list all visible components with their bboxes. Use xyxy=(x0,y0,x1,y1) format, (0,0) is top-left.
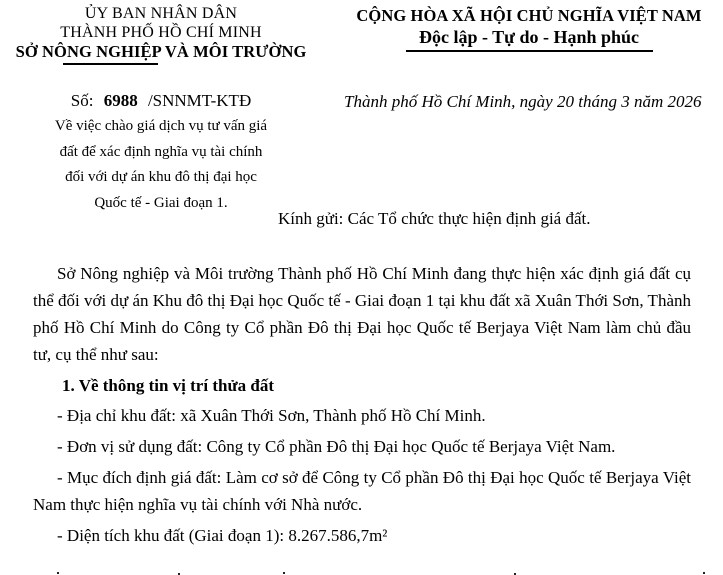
subject-line-2: đất để xác định nghĩa vụ tài chính xyxy=(59,143,263,160)
issuer-underline xyxy=(63,63,158,65)
section-1-item-land-area: - Diện tích khu đất (Giai đoạn 1): 8.267.586,7m² xyxy=(57,526,388,545)
document-number-label: Số: xyxy=(70,91,94,110)
issuer-line-2: THÀNH PHỐ HỒ CHÍ MINH xyxy=(60,23,262,41)
national-header xyxy=(335,5,723,52)
salutation: Kính gửi: Các Tổ chức thực hiện định giá đất. xyxy=(278,209,591,228)
opening-paragraph: Sở Nông nghiệp và Môi trường Thành phố Hồ Chí Minh đang thực hiện xác định giá đất cụ thể đối với dự án Khu đô thị Đại học Quốc tế - Giai đoạn 1 tại khu đất xã Xuân Thới Sơn, Thành phố Hồ Chí Minh do Công ty Cổ phần Đô thị Đại học Quốc tế Berjaya Việt Nam làm chủ đầu tư, cụ thể như sau: xyxy=(33,264,691,364)
motto-underline xyxy=(406,50,653,52)
issuer-line-3: SỞ NÔNG NGHIỆP VÀ MÔI TRƯỜNG xyxy=(15,42,307,61)
national-motto: Độc lập - Tự do - Hạnh phúc xyxy=(418,27,640,47)
document-subject xyxy=(0,114,322,216)
clipped-next-line xyxy=(57,572,59,574)
subject-line-3: đối với dự án khu đô thị đại học xyxy=(65,169,257,185)
section-1-item-address: - Địa chỉ khu đất: xã Xuân Thới Sơn, Thành phố Hồ Chí Minh. xyxy=(57,406,486,425)
document-body xyxy=(33,260,691,553)
section-1-item-land-user: - Đơn vị sử dụng đất: Công ty Cổ phần Đô thị Đại học Quốc tế Berjaya Việt Nam. xyxy=(57,437,616,456)
place-date: Thành phố Hồ Chí Minh, ngày 20 tháng 3 năm 2026 xyxy=(344,92,702,111)
section-1-item-valuation-purpose: - Mục đích định giá đất: Làm cơ sở để Công ty Cổ phần Đô thị Đại học Quốc tế Berjaya Việt Nam thực hiện nghĩa vụ tài chính với Nhà nước. xyxy=(33,468,691,514)
issuer-header xyxy=(0,5,322,62)
section-1-heading: 1. Về thông tin vị trí thửa đất xyxy=(62,376,275,395)
subject-line-1: Về việc chào giá dịch vụ tư vấn giá xyxy=(54,118,268,134)
document-number-suffix: /SNNMT-KTĐ xyxy=(147,91,252,110)
document-number xyxy=(0,91,322,111)
issuer-line-1: ỦY BAN NHÂN DÂN xyxy=(84,5,238,22)
document-number-value: 6988 xyxy=(103,91,138,110)
subject-line-4: Quốc tế - Giai đoạn 1. xyxy=(94,194,228,211)
national-title: CỘNG HÒA XÃ HỘI CHỦ NGHĨA VIỆT NAM xyxy=(356,6,702,25)
